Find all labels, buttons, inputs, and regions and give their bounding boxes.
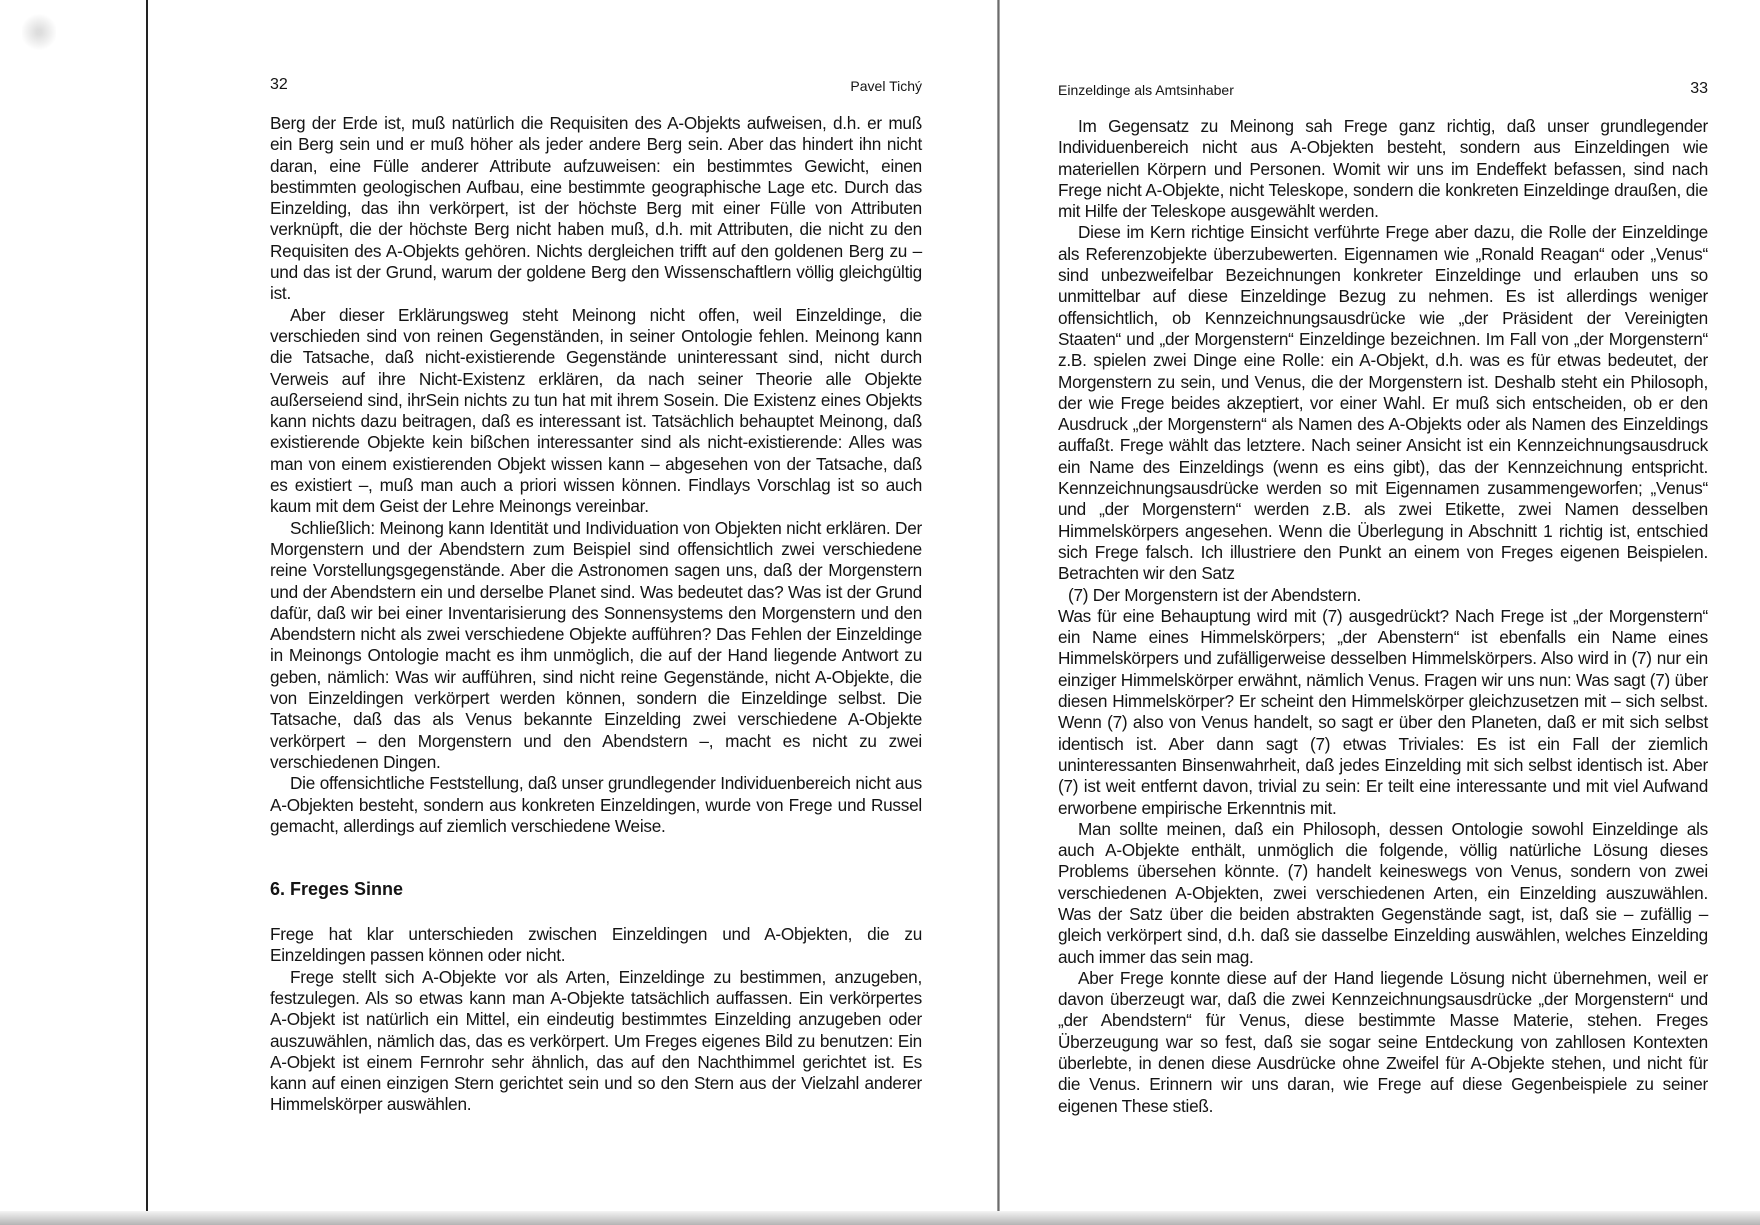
paragraph: Im Gegensatz zu Meinong sah Frege ganz richtig, daß unser grundlegender Individuenbereich nicht aus A-Objekten besteht, sondern aus Einzeldingen wie materiellen Körpern und Personen. Womit wir uns im Endeffekt befassen, sind nach Frege nicht A-Objekte, nicht Teleskope, sondern die konkreten Einzeldinge draußen, die mit Hilfe der Teleskope ausgewählt werden.: [1058, 116, 1708, 222]
section-body-text: [270, 924, 922, 1116]
left-running-head: [270, 76, 922, 94]
paragraph: Man sollte meinen, daß ein Philosoph, dessen Ontologie sowohl Einzeldinge als auch A-Objekte enthält, unmöglich die folgende, völlig natürliche Lösung dieses Problems übersehen könnte. (7) handelt keineswegs von Venus, sondern von zwei verschiedenen A-Objekten, zwei verschiedenen Arten, ein Einzelding auszuwählen. Was der Satz über die beiden abstrakten Gegenstände sagt, ist, daß sie – zufällig – gleich verkörpert sind, d.h. daß sie dasselbe Einzelding auswählen, welches Einzelding auch immer das sein mag.: [1058, 818, 1708, 967]
section-heading: 6. Freges Sinne: [270, 879, 404, 900]
right-running-head: [1058, 80, 1708, 98]
paragraph: Die offensichtliche Feststellung, daß unser grundlegender Individuenbereich nicht aus A-Objekten besteht, sondern aus konkreten Einzeldingen, wurde von Frege und Russel gemacht, allerdings auf ziemlich verschiedene Weise.: [270, 773, 922, 836]
right-body-text: [1058, 116, 1708, 1117]
paragraph: Schließlich: Meinong kann Identität und Individuation von Objekten nicht erklären. Der Morgenstern und der Abendstern zum Beispiel sind offensichtlich zwei verschiedene reine Vorstellungsgegenstände. Aber die Astronomen sagen uns, daß der Morgenstern und der Abendstern ein und derselbe Planet sind. Was bedeutet das? Was ist der Grund dafür, daß wir bei einer Inventarisierung des Sonnensystems den Morgenstern und den Abendstern nicht als zwei verschiedene Objekte aufführen? Das Fehlen der Einzeldinge in Meinongs Ontologie macht es ihm unmöglich, die auf der Hand liegende Antwort zu geben, nämlich: Was wir aufführen, sind nicht reine Gegenstände, nicht A-Objekte, die von Einzeldingen verkörpert werden können, sondern die Einzeldinge selbst. Die Tatsache, daß das als Venus bekannte Einzelding zwei verschiedene A-Objekte verkörpert – den Morgenstern und den Abendstern –, macht es nicht zu zwei verschiedenen Dingen.: [270, 517, 922, 772]
scan-bottom-edge: [0, 1211, 1760, 1225]
scan-artifact: [22, 12, 56, 52]
left-margin-line: [146, 0, 148, 1225]
running-head-chapter: Einzeldinge als Amtsinhaber: [1058, 82, 1234, 98]
paragraph: Diese im Kern richtige Einsicht verführte Frege aber dazu, die Rolle der Einzeldinge als Referenzobjekte überzubewerten. Eigennamen wie „Ronald Reagan“ oder „Venus“ sind unbezweifelbar Bezeichnungen konkreter Einzeldinge und erlauben uns so unmittelbar auf diese Einzeldinge Bezug zu nehmen. Es ist allerdings weniger offensichtlich, ob Kennzeichnungsausdrücke wie „der Präsident der Vereinigten Staaten“ und „der Morgenstern“ Einzeldinge bezeichnen. Im Fall von „der Morgenstern“ z.B. spielen zwei Dinge eine Rolle: ein A-Objekt, d.h. was es für etwas bedeutet, der Morgenstern zu sein, und Venus, die der Morgenstern ist. Deshalb steht ein Philosoph, der wie Frege beides akzeptiert, vor einer Wahl. Er muß sich entscheiden, ob er den Ausdruck „der Morgenstern“ als Namen des A-Objekts oder als Namen des Einzeldings auffaßt. Frege wählt das letztere. Nach seiner Ansicht ist ein Kennzeichnungsausdruck ein Name des Einzeldings (wenn es eins gibt), das der Kennzeichnung entspricht. Kennzeichnungsausdrücke werden so mit Eigennamen zusammengeworfen; „Venus“ und „der Morgenstern“ werden z.B. als zwei Etikette, zwei Namen desselben Himmelskörpers angesehen. Wenn die Überlegung in Abschnitt 1 richtig ist, entschied sich Frege falsch. Ich illustriere den Punkt an einem von Freges eigenen Beispielen. Betrachten wir den Satz: [1058, 222, 1708, 584]
paragraph: Aber dieser Erklärungsweg steht Meinong nicht offen, weil Einzeldinge, die verschieden sind von reinen Gegenständen, in seiner Ontologie fehlen. Meinong kann die Tatsache, daß nicht-existierende Gegenstände uninteressant sind, nicht durch Verweis auf ihre Nicht-Existenz erklären, da nach seiner Theorie alle Objekte außerseiend sind, ihrSein nichts zu tun hat mit ihrem Sosein. Die Existenz eines Objekts kann nichts dazu beitragen, daß es interessant ist. Tatsächlich behauptet Meinong, daß existierende Objekte kein bißchen interessanter sind als nicht-existierende: Alles was man von einem existierenden Objekt wissen kann – abgesehen von der Tatsache, daß es existiert –, muß man auch a priori wissen können. Findlays Vorschlag ist so auch kaum mit dem Geist der Lehre Meinongs vereinbar.: [270, 304, 922, 517]
left-body-text: [270, 113, 922, 837]
paragraph: Berg der Erde ist, muß natürlich die Requisiten des A-Objekts aufweisen, d.h. er muß ein Berg sein und er muß höher als jeder andere Berg sein. Aber das hindert ihn nicht daran, eine Fülle anderer Attribute aufzuweisen: ein bestimmtes Gewicht, einen bestimmten geologischen Aufbau, eine bestimmte geographische Lage etc. Durch das Einzelding, das ihn verkörpert, ist der höchste Berg mit einer Fülle von Attributen verknüpft, die der höchste Berg nicht haben muß, d.h. mit Attributen, die nicht zu den Requisiten des A-Objekts gehören. Nichts dergleichen trifft auf den goldenen Berg zu – und das ist der Grund, warum der goldene Berg den Wissenschaftlern völlig gleichgültig ist.: [270, 113, 922, 304]
page-number: 33: [1690, 80, 1708, 97]
page-number: 32: [270, 76, 288, 93]
book-spine: [997, 0, 1000, 1225]
paragraph: Aber Frege konnte diese auf der Hand liegende Lösung nicht übernehmen, weil er davon überzeugt war, daß die zwei Kennzeichnungsausdrücke „der Morgenstern“ und „der Abendstern“ für Venus, diese bestimmte Masse Materie, stehen. Freges Überzeugung war so fest, daß sie sogar seine Entdeckung von zahllosen Kontexten überlebte, in denen diese Ausdrücke ohne Zweifel für A-Objekte stehen, und nicht für die Venus. Erinnern wir uns daran, wie Frege auf diese Gegenbeispiele zu seiner eigenen These stieß.: [1058, 967, 1708, 1116]
left-page: [270, 76, 922, 1116]
running-head-author: Pavel Tichý: [850, 78, 922, 94]
paragraph: Frege stellt sich A-Objekte vor als Arten, Einzeldinge zu bestimmen, anzugeben, festzulegen. Als so etwas kann man A-Objekte tatsächlich auffassen. Ein verkörpertes A-Objekt ist natürlich ein Mittel, ein eindeutig bestimmtes Einzelding anzugeben oder auszuwählen, nämlich das, das es verkörpert. Um Freges eigenes Bild zu benutzen: Ein A-Objekt ist einem Fernrohr sehr ähnlich, das auf den Nachthimmel gerichtet ist. Es kann auf einen einzigen Stern gerichtet sein und so den Stern aus der Vielzahl anderer Himmelskörper auswählen.: [270, 966, 922, 1115]
paragraph: Was für eine Behauptung wird mit (7) ausgedrückt? Nach Frege ist „der Morgenstern“ ein Name eines Himmelskörpers; „der Abenstern“ ist ebenfalls ein Name eines Himmelskörpers und zufälligerweise desselben Himmelskörpers. Also wird in (7) nur ein einziger Himmelskörper erwähnt, nämlich Venus. Fragen wir uns nun: Was sagt (7) über diesen Himmelskörper? Er scheint den Himmelskörper gleichzusetzen mit – sich selbst. Wenn (7) also von Venus handelt, so sagt er über den Planeten, daß er mit sich selbst identisch ist. Aber dann sagt (7) etwas Triviales: Es ist ein Fall der ziemlich uninteressanten Binsenwahrheit, daß jedes Einzelding mit sich selbst identisch ist. Aber (7) ist weit entfernt davon, trivial zu sein: Er teilt eine interessante und mit viel Aufwand erworbene empirische Erkenntnis mit.: [1058, 605, 1708, 818]
example-sentence: (7) Der Morgenstern ist der Abendstern.: [1068, 584, 1362, 605]
paragraph: Frege hat klar unterschieden zwischen Einzeldingen und A-Objekten, die zu Einzeldingen passen können oder nicht.: [270, 924, 922, 966]
right-page: [1058, 80, 1708, 1117]
